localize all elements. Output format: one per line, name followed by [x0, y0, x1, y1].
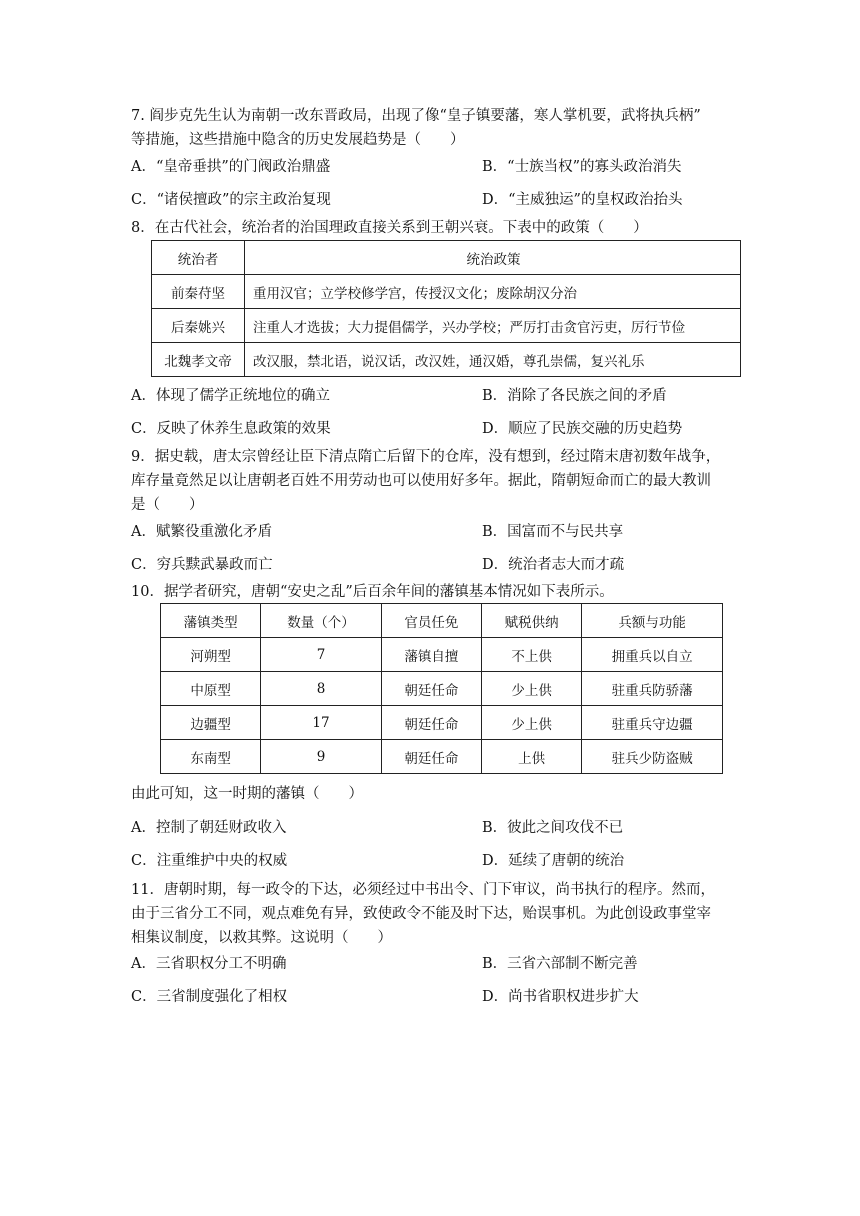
- q9-option-a[interactable]: A．赋繁役重激化矛盾: [131, 524, 272, 540]
- table-row: [152, 343, 741, 377]
- table-header-cell: 兵额与功能: [582, 604, 723, 638]
- table-header-cell: 赋税供纳: [482, 604, 582, 638]
- q9-stem-line2: 库存量竟然足以让唐朝老百姓不用劳动也可以使用好多年。据此，隋朝短命而亡的最大教训: [131, 473, 711, 489]
- table-header-row: [152, 241, 741, 275]
- table-cell: 少上供: [482, 672, 582, 706]
- q9-option-c[interactable]: C．穷兵黩武暴政而亡: [131, 557, 273, 573]
- q8-option-d[interactable]: D．顺应了民族交融的历史趋势: [482, 421, 683, 437]
- q10-option-c[interactable]: C．注重维护中央的权威: [131, 853, 288, 869]
- table-header-cell: 藩镇类型: [161, 604, 261, 638]
- table-row: [161, 740, 723, 774]
- table-cell: 改汉服，禁北语，说汉话，改汉姓，通汉婚，尊孔崇儒，复兴礼乐: [245, 343, 741, 377]
- q11-stem-line1: 11．唐朝时期，每一政令的下达，必须经过中书出令、门下审议，尚书执行的程序。然而，: [131, 882, 715, 898]
- q8-stem: 8．在古代社会，统治者的治国理政直接关系到王朝兴衰。下表中的政策（ ）: [131, 220, 648, 236]
- table-row: [161, 706, 723, 740]
- q10-fanzhen-table: [160, 603, 723, 774]
- table-cell: 中原型: [161, 672, 261, 706]
- table-cell: 上供: [482, 740, 582, 774]
- table-row: [152, 309, 741, 343]
- table-cell: 边疆型: [161, 706, 261, 740]
- q9-option-b[interactable]: B．国富而不与民共享: [482, 524, 624, 540]
- table-header-cell: 统治者: [152, 241, 245, 275]
- table-row: [161, 672, 723, 706]
- q7-stem-line2: 等措施，这些措施中隐含的历史发展趋势是（ ）: [131, 132, 465, 148]
- table-cell: 前秦苻坚: [152, 275, 245, 309]
- q11-stem-line2: 由于三省分工不同，观点难免有异，致使政令不能及时下达，贻误事机。为此创设政事堂宰: [131, 906, 711, 922]
- q10-stem: 10．据学者研究，唐朝“安史之乱”后百余年间的藩镇基本情况如下表所示。: [131, 584, 614, 600]
- table-header-cell: 官员任免: [381, 604, 481, 638]
- q7-option-c[interactable]: C．“诸侯擅政”的宗主政治复现: [131, 192, 331, 208]
- table-cell: 驻兵少防盗贼: [582, 740, 723, 774]
- q9-stem-line1: 9．据史载，唐太宗曾经让臣下清点隋亡后留下的仓库，没有想到，经过隋末唐初数年战争，: [131, 449, 721, 465]
- q7-option-d[interactable]: D．“主威独运”的皇权政治抬头: [482, 192, 683, 208]
- q10-option-a[interactable]: A．控制了朝廷财政收入: [131, 820, 287, 836]
- table-cell: 朝廷任命: [381, 706, 481, 740]
- table-cell: 藩镇自擅: [381, 638, 481, 672]
- table-cell: 8: [261, 672, 381, 706]
- table-header-cell: 数量（个）: [261, 604, 381, 638]
- table-cell: 驻重兵防骄藩: [582, 672, 723, 706]
- table-row: [152, 275, 741, 309]
- table-cell: 河朔型: [161, 638, 261, 672]
- q11-option-d[interactable]: D．尚书省职权进步扩大: [482, 989, 639, 1005]
- q8-policy-table: [151, 240, 741, 377]
- table-cell: 重用汉官；立学校修学宫，传授汉文化；废除胡汉分治: [245, 275, 741, 309]
- table-cell: 后秦姚兴: [152, 309, 245, 343]
- q8-option-c[interactable]: C．反映了休养生息政策的效果: [131, 421, 331, 437]
- q8-option-b[interactable]: B．消除了各民族之间的矛盾: [482, 388, 667, 404]
- q10-option-d[interactable]: D．延续了唐朝的统治: [482, 853, 625, 869]
- q7-stem-line1: 7. 阎步克先生认为南朝一改东晋政局，出现了像“皇子镇要藩，寒人掌机要，武将执兵柄”: [131, 108, 701, 124]
- table-cell: 朝廷任命: [381, 672, 481, 706]
- q7-option-a[interactable]: A．“皇帝垂拱”的门阀政治鼎盛: [131, 159, 331, 175]
- table-cell: 驻重兵守边疆: [582, 706, 723, 740]
- q9-option-d[interactable]: D．统治者志大而才疏: [482, 557, 625, 573]
- table-cell: 9: [261, 740, 381, 774]
- q11-option-c[interactable]: C．三省制度强化了相权: [131, 989, 288, 1005]
- table-cell: 东南型: [161, 740, 261, 774]
- table-header-cell: 统治政策: [245, 241, 741, 275]
- q11-stem-line3: 相集议制度，以救其弊。这说明（ ）: [131, 930, 392, 946]
- table-header-row: [161, 604, 723, 638]
- table-cell: 不上供: [482, 638, 582, 672]
- q8-option-a[interactable]: A．体现了儒学正统地位的确立: [131, 388, 330, 404]
- table-cell: 7: [261, 638, 381, 672]
- q10-option-b[interactable]: B．彼此之间攻伐不已: [482, 820, 624, 836]
- table-cell: 拥重兵以自立: [582, 638, 723, 672]
- q10-follow-text: 由此可知，这一时期的藩镇（ ）: [131, 786, 363, 802]
- table-cell: 注重人才选拔；大力提倡儒学，兴办学校；严厉打击贪官污吏，厉行节俭: [245, 309, 741, 343]
- table-cell: 少上供: [482, 706, 582, 740]
- table-cell: 17: [261, 706, 381, 740]
- q11-option-b[interactable]: B．三省六部制不断完善: [482, 956, 638, 972]
- q9-stem-line3: 是（ ）: [131, 497, 204, 513]
- table-cell: 北魏孝文帝: [152, 343, 245, 377]
- table-row: [161, 638, 723, 672]
- q11-option-a[interactable]: A．三省职权分工不明确: [131, 956, 287, 972]
- q7-option-b[interactable]: B．“士族当权”的寡头政治消失: [482, 159, 682, 175]
- table-cell: 朝廷任命: [381, 740, 481, 774]
